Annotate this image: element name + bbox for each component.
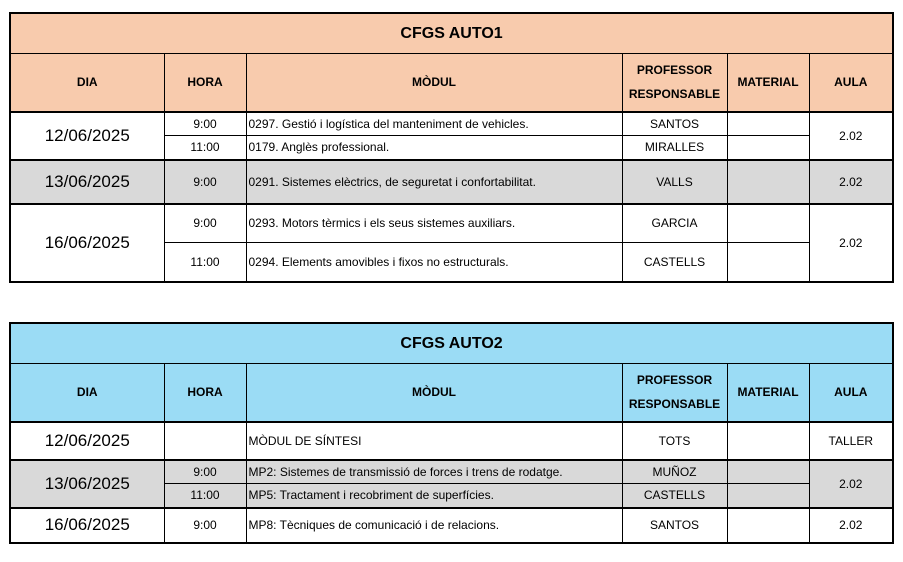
table-title: CFGS AUTO2 xyxy=(10,323,893,364)
table-title: CFGS AUTO1 xyxy=(10,13,893,54)
schedule-table-auto2 xyxy=(9,322,894,544)
professor-cell: TOTS xyxy=(622,422,727,460)
schedule-table-auto1 xyxy=(9,12,894,283)
material-cell xyxy=(727,422,809,460)
professor-cell: CASTELLS xyxy=(622,484,727,508)
aula-cell: 2.02 xyxy=(809,112,893,160)
material-cell xyxy=(727,508,809,543)
material-cell xyxy=(727,460,809,484)
time-cell: 11:00 xyxy=(164,484,246,508)
table-row xyxy=(10,204,893,243)
header-hora: HORA xyxy=(164,54,246,112)
time-cell: 11:00 xyxy=(164,243,246,282)
header-professor-line2: RESPONSABLE xyxy=(628,397,721,412)
table-row xyxy=(10,160,893,204)
header-aula: AULA xyxy=(809,364,893,422)
aula-cell: 2.02 xyxy=(809,460,893,508)
professor-cell: MIRALLES xyxy=(622,136,727,160)
professor-cell: CASTELLS xyxy=(622,243,727,282)
time-cell xyxy=(164,422,246,460)
header-dia: DIA xyxy=(10,54,164,112)
professor-cell: SANTOS xyxy=(622,508,727,543)
module-cell: MÒDUL DE SÍNTESI xyxy=(246,422,622,460)
module-cell: MP2: Sistemes de transmissió de forces i trens de rodatge. xyxy=(246,460,622,484)
header-material: MATERIAL xyxy=(727,364,809,422)
day-date: 12/06/2025 xyxy=(10,112,164,160)
time-cell: 9:00 xyxy=(164,508,246,543)
day-date: 13/06/2025 xyxy=(10,460,164,508)
day-date: 16/06/2025 xyxy=(10,204,164,282)
table-row xyxy=(10,112,893,136)
header-professor-line1: PROFESSOR xyxy=(636,373,713,388)
module-cell: 0293. Motors tèrmics i els seus sistemes auxiliars. xyxy=(246,204,622,243)
header-professor xyxy=(622,364,727,422)
module-cell: 0294. Elements amovibles i fixos no estructurals. xyxy=(246,243,622,282)
module-cell: 0179. Anglès professional. xyxy=(246,136,622,160)
module-cell: MP8: Tècniques de comunicació i de relacions. xyxy=(246,508,622,543)
time-cell: 9:00 xyxy=(164,204,246,243)
module-cell: MP5: Tractament i recobriment de superfícies. xyxy=(246,484,622,508)
professor-cell: SANTOS xyxy=(622,112,727,136)
table-row xyxy=(10,422,893,460)
table-row xyxy=(10,460,893,484)
material-cell xyxy=(727,112,809,136)
aula-cell: 2.02 xyxy=(809,508,893,543)
day-date: 16/06/2025 xyxy=(10,508,164,543)
professor-cell: GARCIA xyxy=(622,204,727,243)
time-cell: 9:00 xyxy=(164,112,246,136)
professor-cell: MUÑOZ xyxy=(622,460,727,484)
header-aula: AULA xyxy=(809,54,893,112)
aula-cell: TALLER xyxy=(809,422,893,460)
header-modul: MÒDUL xyxy=(246,54,622,112)
day-date: 12/06/2025 xyxy=(10,422,164,460)
time-cell: 9:00 xyxy=(164,160,246,204)
aula-cell: 2.02 xyxy=(809,160,893,204)
table-row xyxy=(10,508,893,543)
time-cell: 9:00 xyxy=(164,460,246,484)
aula-cell: 2.02 xyxy=(809,204,893,282)
header-material: MATERIAL xyxy=(727,54,809,112)
material-cell xyxy=(727,243,809,282)
header-modul: MÒDUL xyxy=(246,364,622,422)
time-cell: 11:00 xyxy=(164,136,246,160)
header-hora: HORA xyxy=(164,364,246,422)
header-professor xyxy=(622,54,727,112)
header-professor-line2: RESPONSABLE xyxy=(628,87,721,102)
material-cell xyxy=(727,204,809,243)
professor-cell: VALLS xyxy=(622,160,727,204)
day-date: 13/06/2025 xyxy=(10,160,164,204)
material-cell xyxy=(727,160,809,204)
module-cell: 0297. Gestió i logística del manteniment de vehicles. xyxy=(246,112,622,136)
header-professor-line1: PROFESSOR xyxy=(636,63,713,78)
material-cell xyxy=(727,484,809,508)
material-cell xyxy=(727,136,809,160)
header-dia: DIA xyxy=(10,364,164,422)
module-cell: 0291. Sistemes elèctrics, de seguretat i confortabilitat. xyxy=(246,160,622,204)
